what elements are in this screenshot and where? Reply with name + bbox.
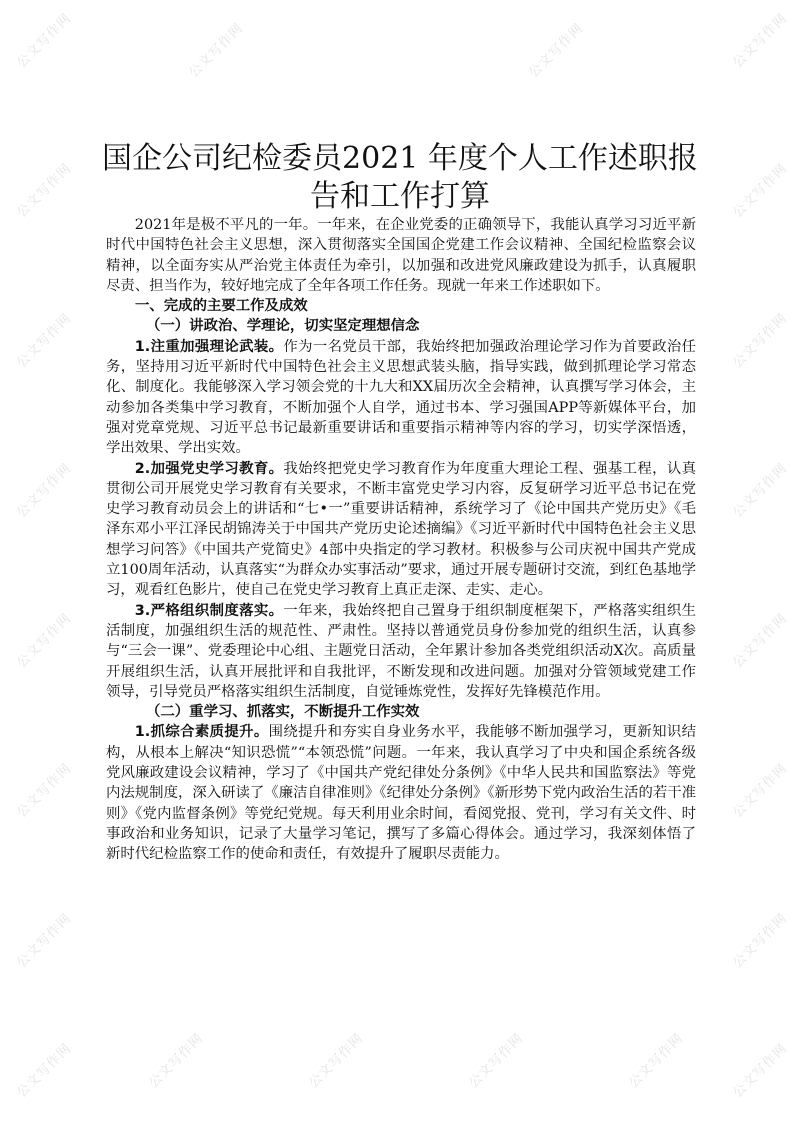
- watermark: 公文写作网: [730, 460, 791, 521]
- watermark: 公文写作网: [14, 310, 75, 371]
- paragraph-text: 围绕提升和夯实自身业务水平，我能够不断加强学习，更新知识结构，从根本上解决“知识恐慌”“本领恐慌”问题。一年来，我认真学习了中央和国企系统各级党风廉政建设会议精神，学习了《中国共产党纪律处分条例》《中华人民共和国监察法》等党内法规制度，深入研读了《廉洁自律准则》《纪律处分条例》《新形势下党内政治生活的若干准则》《党内监督条例》等党纪党规。每天利用业余时间，看阅党报、党刊，学习有关文件、时事政治和业务知识，记录了大量学习笔记，撰写了多篇心得体会。通过学习，我深刻体悟了新时代纪检监察工作的使命和责任，有效提升了履职尽责能力。: [106, 724, 697, 863]
- watermark: 公文写作网: [14, 1040, 75, 1101]
- paragraph-lead: 2.加强党史学习教育。: [134, 460, 284, 477]
- watermark: 公文写作网: [626, 1030, 687, 1091]
- paragraph-text: 我始终把党史学习教育作为年度重大理论工程、强基工程，认真贯彻公司开展党史学习教育有关要求，不断丰富党史学习内容，反复研学习近平总书记在党史学习教育动员会上的讲话和“七•一”重要讲话精神，系统学习了《论中国共产党历史》《毛泽东邓小平江泽民胡锦涛关于中国共产党历史论述摘编》《习近平新时代中国特色社会主义思想学习问答》《中国共产党简史》4部中央指定的学习教材。积极参与公司庆祝中国共产党成立100周年活动，认真落实“为群众办实事活动”要求，通过开展专题研讨交流，到红色基地学习，观看红色影片，使自己在党史学习教育上真正走深、走实、走心。: [106, 460, 696, 599]
- paragraph-lead: 1.注重加强理论武装。: [134, 338, 284, 355]
- watermark: 公文写作网: [730, 910, 791, 971]
- watermark: 公文写作网: [14, 910, 75, 971]
- paragraph-quality: [106, 722, 696, 864]
- watermark: 公文写作网: [306, 1030, 367, 1091]
- watermark: 公文写作网: [14, 10, 75, 71]
- paragraph-lead: 1.抓综合素质提升。: [134, 724, 269, 741]
- watermark: 公文写作网: [146, 1030, 207, 1091]
- subsection-heading: （二）重学习、抓落实，不断提升工作实效: [146, 704, 420, 721]
- paragraph-lead: 3.严格组织制度落实。: [134, 602, 284, 619]
- watermark: 公文写作网: [14, 160, 75, 221]
- watermark: 公文写作网: [730, 760, 791, 821]
- subsection-heading: （一）讲政治、学理论，切实坚定理想信念: [146, 318, 420, 335]
- watermark: 公文写作网: [730, 310, 791, 371]
- paragraph-organization: [106, 601, 696, 702]
- section-heading: 一、完成的主要工作及成效: [135, 298, 308, 315]
- paragraph-theory: [106, 337, 696, 459]
- document-body: [106, 215, 696, 865]
- paragraph-party-history: [106, 459, 696, 601]
- watermark: 公文写作网: [14, 760, 75, 821]
- watermark: 公文写作网: [186, 20, 247, 81]
- intro-paragraph: 2021年是极不平凡的一年。一年来，在企业党委的正确领导下，我能认真学习习近平新时代中国特色社会主义思想，深入贯彻落实全国国企党建工作会议精神、全国纪检监察会议精神，以全面夯实从严治党主体责任为牵引，以加强和改进党风廉政建设为抓手，认真履职尽责、担当作为，较好地完成了全年各项工作任务。现就一年来工作述职如下。: [106, 217, 696, 294]
- watermark: 公文写作网: [730, 10, 791, 71]
- paragraph-text: 一年来，我始终把自己置身于组织制度框架下，严格落实组织生活制度，加强组织生活的规范性、严肃性。坚持以普通党员身份参加党的组织生活，认真参与“三会一课”、党委理论中心组、主题党日活动，全年累计参加各类党组织活动X次。高质量开展组织生活，认真开展批评和自我批评，不断发现和改进问题。加强对分管领域党建工作领导，引导党员严格落实组织生活制度，自觉锤炼党性，发挥好先锋模范作用。: [106, 602, 696, 700]
- watermark: 公文写作网: [730, 160, 791, 221]
- watermark: 公文写作网: [14, 460, 75, 521]
- document-title: 国企公司纪检委员2021 年度个人工作述职报告和工作打算: [102, 141, 698, 214]
- watermark: 公文写作网: [466, 1030, 527, 1091]
- watermark: 公文写作网: [730, 610, 791, 671]
- watermark: 公文写作网: [526, 20, 587, 81]
- watermark: 公文写作网: [14, 610, 75, 671]
- paragraph-text: 作为一名党员干部，我始终把加强政治理论学习作为首要政治任务，坚持用习近平新时代中国特色社会主义思想武装头脑，指导实践，做到抓理论学习常态化、制度化。我能够深入学习领会党的十九大和XX届历次全会精神，认真撰写学习体会，主动参加各类集中学习教育，不断加强个人自学，通过书本、学习强国APP等新媒体平台，加强对党章党规、习近平总书记最新重要讲话和重要指示精神等内容的学习，切实学深悟透，学出效果、学出实效。: [106, 338, 696, 457]
- watermark: 公文写作网: [730, 1040, 791, 1101]
